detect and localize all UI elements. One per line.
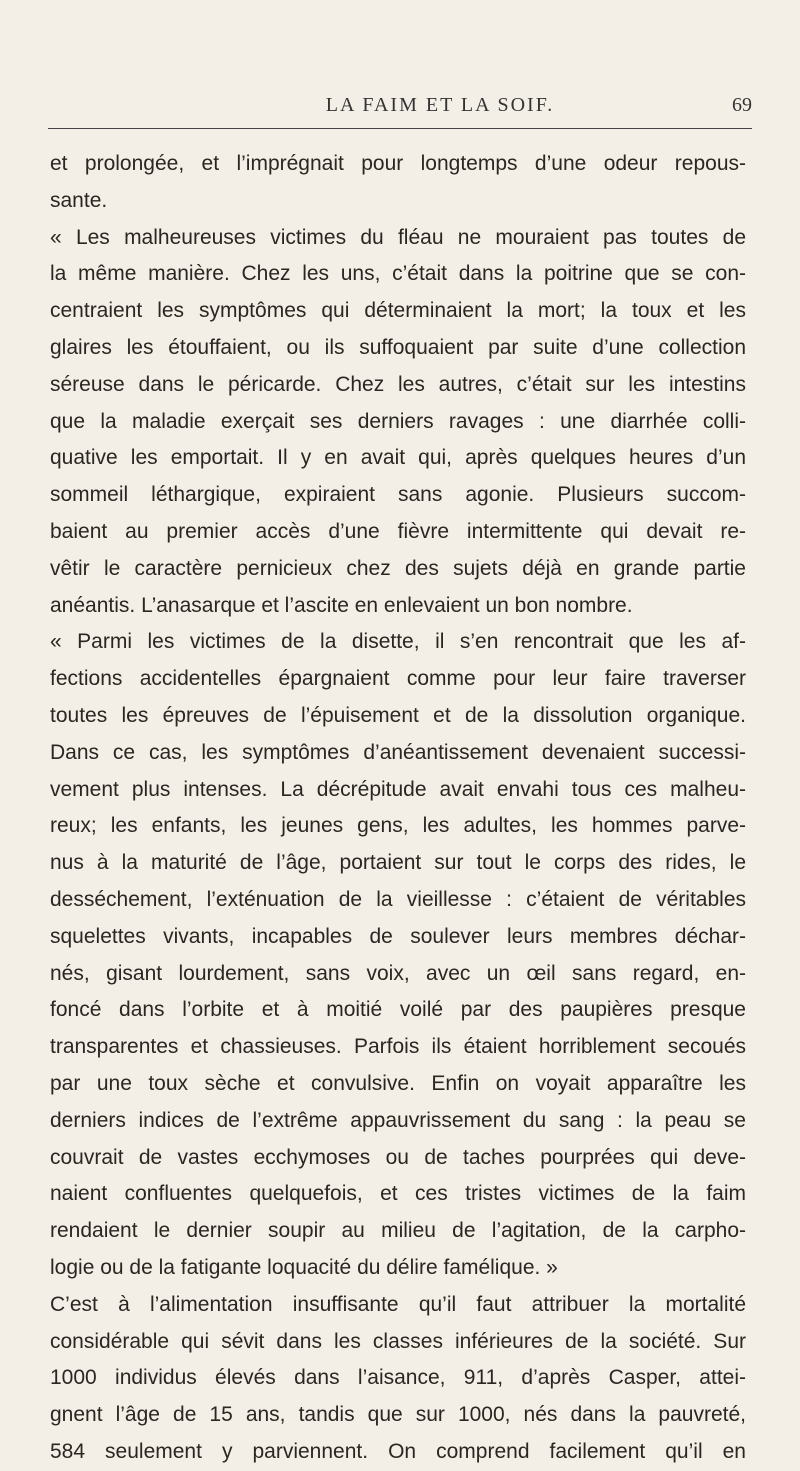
text-line: et prolongée, et l’imprégnait pour longtemps d’une odeur repous- <box>50 152 746 175</box>
text-line: logie ou de la fatigante loquacité du délire famélique. » <box>50 1255 558 1279</box>
text-line: centraient les symptômes qui déterminaient la mort; la toux et les <box>50 299 746 323</box>
text-line: rendaient le dernier soupir au milieu de l’agitation, de la carpho- <box>50 1219 746 1243</box>
text-line: vement plus intenses. La décrépitude avait envahi tous ces malheu- <box>50 777 746 801</box>
text-line: transparentes et chassieuses. Parfois ils étaient horriblement secoués <box>50 1035 746 1059</box>
header-rule <box>48 128 752 129</box>
text-line: « Les malheureuses victimes du fléau ne mouraient pas toutes de <box>50 225 746 249</box>
text-line: vêtir le caractère pernicieux chez des sujets déjà en grande partie <box>50 556 746 580</box>
text-line: anéantis. L’anasarque et l’ascite en enlevaient un bon nombre. <box>50 593 633 617</box>
text-line: couvrait de vastes ecchymoses ou de taches pourprées qui deve- <box>50 1145 746 1169</box>
text-line: baient au premier accès d’une fièvre intermittente qui devait re- <box>50 519 746 543</box>
text-line: séreuse dans le péricarde. Chez les autres, c’était sur les intestins <box>50 372 746 396</box>
text-line: glaires les étouffaient, ou ils suffoquaient par suite d’une collection <box>50 335 746 359</box>
text-line: nus à la maturité de l’âge, portaient sur tout le corps des rides, le <box>50 851 746 875</box>
text-line: naient confluentes quelquefois, et ces tristes victimes de la faim <box>50 1182 746 1206</box>
text-line: desséchement, l’exténuation de la vieillesse : c’étaient de véritables <box>50 887 746 911</box>
text-line: foncé dans l’orbite et à moitié voilé par des paupières presque <box>50 998 746 1022</box>
page-header <box>128 94 752 124</box>
text-line: Dans ce cas, les symptômes d’anéantissement devenaient successi- <box>50 740 746 764</box>
text-line: considérable qui sévit dans les classes inférieures de la société. Sur <box>50 1329 746 1353</box>
body-text <box>50 146 746 1471</box>
text-line: que la maladie exerçait ses derniers ravages : une diarrhée colli- <box>50 409 746 433</box>
text-line: la même manière. Chez les uns, c’était dans la poitrine que se con- <box>50 262 746 286</box>
text-line: sante. <box>50 188 108 212</box>
text-line: squelettes vivants, incapables de soulever leurs membres déchar- <box>50 924 746 948</box>
text-line: reux; les enfants, les jeunes gens, les adultes, les hommes parve- <box>50 814 746 838</box>
running-title: LA FAIM ET LA SOIF. <box>325 94 555 116</box>
text-line: « Parmi les victimes de la disette, il s’en rencontrait que les af- <box>50 630 746 654</box>
text-line: derniers indices de l’extrême appauvrissement du sang : la peau se <box>50 1108 746 1132</box>
text-line: fections accidentelles épargnaient comme pour leur faire traverser <box>50 667 746 691</box>
text-line: C’est à l’alimentation insuffisante qu’il faut attribuer la mortalité <box>50 1292 746 1316</box>
text-line: sommeil léthargique, expiraient sans agonie. Plusieurs succom- <box>50 483 746 507</box>
text-line: 1000 individus élevés dans l’aisance, 911, d’après Casper, attei- <box>50 1366 746 1390</box>
text-line: quative les emportait. Il y en avait qui, après quelques heures d’un <box>50 446 746 470</box>
text-line: toutes les épreuves de l’épuisement et de la dissolution organique. <box>50 703 746 727</box>
text-line: par une toux sèche et convulsive. Enfin on voyait apparaître les <box>50 1071 746 1095</box>
text-line: gnent l’âge de 15 ans, tandis que sur 1000, nés dans la pauvreté, <box>50 1403 746 1427</box>
text-line: nés, gisant lourdement, sans voix, avec un œil sans regard, en- <box>50 961 746 985</box>
page-number: 69 <box>732 94 752 116</box>
text-line: 584 seulement y parviennent. On comprend facilement qu’il en <box>50 1439 746 1463</box>
